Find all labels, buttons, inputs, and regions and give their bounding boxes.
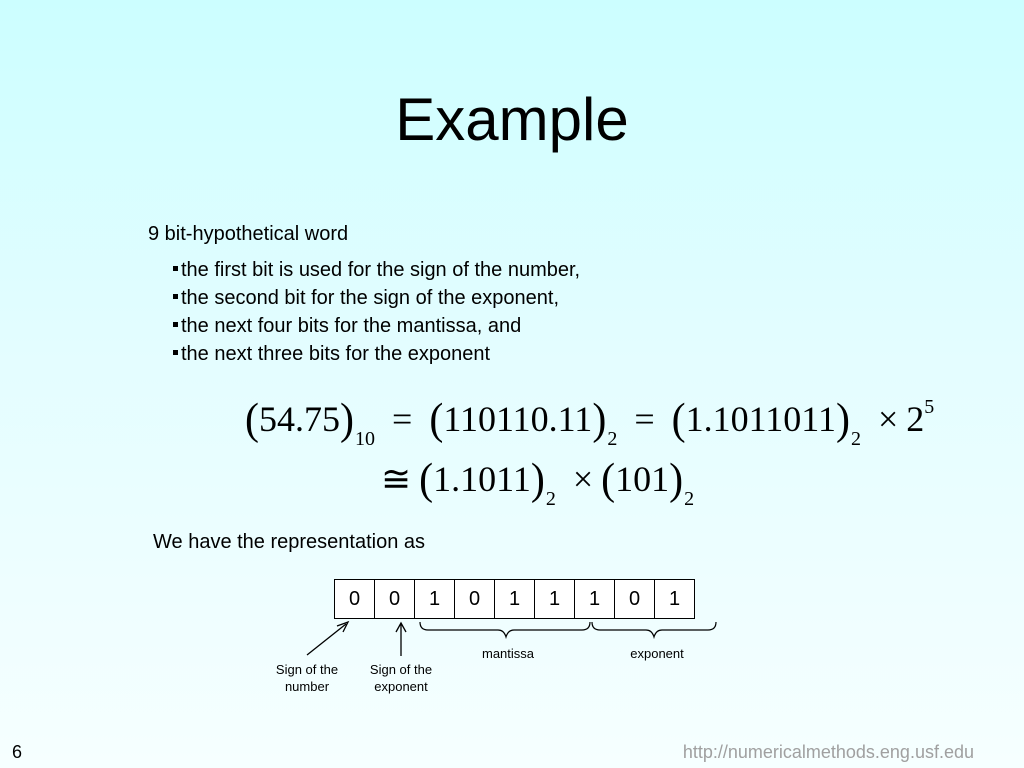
bit-cell-mantissa: 0 — [455, 580, 495, 619]
decimal-value: 54.75 — [259, 399, 340, 439]
bullet-square-icon — [173, 322, 178, 327]
label-exponent: exponent — [630, 646, 684, 661]
equation-line-1: $(54.75)_{10} = (110110.11)_2 = (1.1011011)_2 \times 2^5$ — [245, 395, 935, 450]
bit-cell-exponent: 1 — [575, 580, 615, 619]
intro-text: 9 bit-hypothetical word — [148, 223, 349, 245]
bullet-item — [173, 284, 580, 312]
power-base: 2 — [906, 399, 925, 439]
representation-text: We have the representation as — [153, 531, 426, 553]
bullet-text: the next four bits for the mantissa, and — [181, 315, 522, 337]
power-exponent: 5 — [924, 396, 935, 418]
base-two: 2 — [607, 428, 618, 450]
arrow-sign-exponent-icon — [396, 623, 406, 656]
exponent-binary-value: 101 — [615, 459, 670, 499]
mantissa-value: 1.1011 — [433, 459, 531, 499]
times-sign: × — [572, 459, 594, 499]
bullet-item — [173, 312, 580, 340]
bit-row — [335, 580, 695, 619]
footer-url: http://numericalmethods.eng.usf.edu — [682, 742, 974, 762]
bullet-square-icon — [173, 350, 178, 355]
bullet-item — [173, 340, 580, 368]
times-sign: × — [877, 399, 899, 439]
binary-value: 110110.11 — [443, 399, 593, 439]
arrow-sign-number-icon — [307, 622, 348, 655]
bullet-text: the second bit for the sign of the exponent, — [181, 287, 560, 309]
base-two: 2 — [850, 428, 861, 450]
approx-sign: ≅ — [381, 459, 412, 499]
bullet-square-icon — [173, 294, 178, 299]
bullet-square-icon — [173, 266, 178, 271]
base-two: 2 — [545, 488, 556, 510]
bit-cell-sign-exponent: 0 — [375, 580, 415, 619]
page-number: 6 — [12, 742, 23, 762]
bit-cell-exponent: 1 — [655, 580, 695, 619]
bit-cell-mantissa: 1 — [535, 580, 575, 619]
label-sign-exponent: Sign of the exponent — [369, 662, 433, 694]
bullet-text: the next three bits for the exponent — [181, 343, 491, 365]
bullet-item — [173, 256, 580, 284]
label-sign-number: Sign of the number — [275, 662, 339, 694]
bit-cell-sign-number: 0 — [335, 580, 375, 619]
slide-title: Example — [395, 86, 629, 153]
base-ten: 10 — [355, 428, 375, 450]
bullet-text: the first bit is used for the sign of the number, — [181, 259, 581, 281]
base-two: 2 — [684, 488, 695, 510]
bit-cell-mantissa: 1 — [415, 580, 455, 619]
bullet-list — [173, 256, 580, 368]
bit-cell-mantissa: 1 — [495, 580, 535, 619]
mantissa-brace-icon — [420, 622, 590, 637]
equation-line-2: ≅ $(1.1011)_2 \times (101)_2$ — [381, 455, 695, 510]
exponent-brace-icon — [592, 622, 716, 637]
bit-cell-exponent: 0 — [615, 580, 655, 619]
normalized-value: 1.1011011 — [685, 399, 836, 439]
label-mantissa: mantissa — [481, 646, 535, 661]
bit-table — [334, 579, 695, 619]
